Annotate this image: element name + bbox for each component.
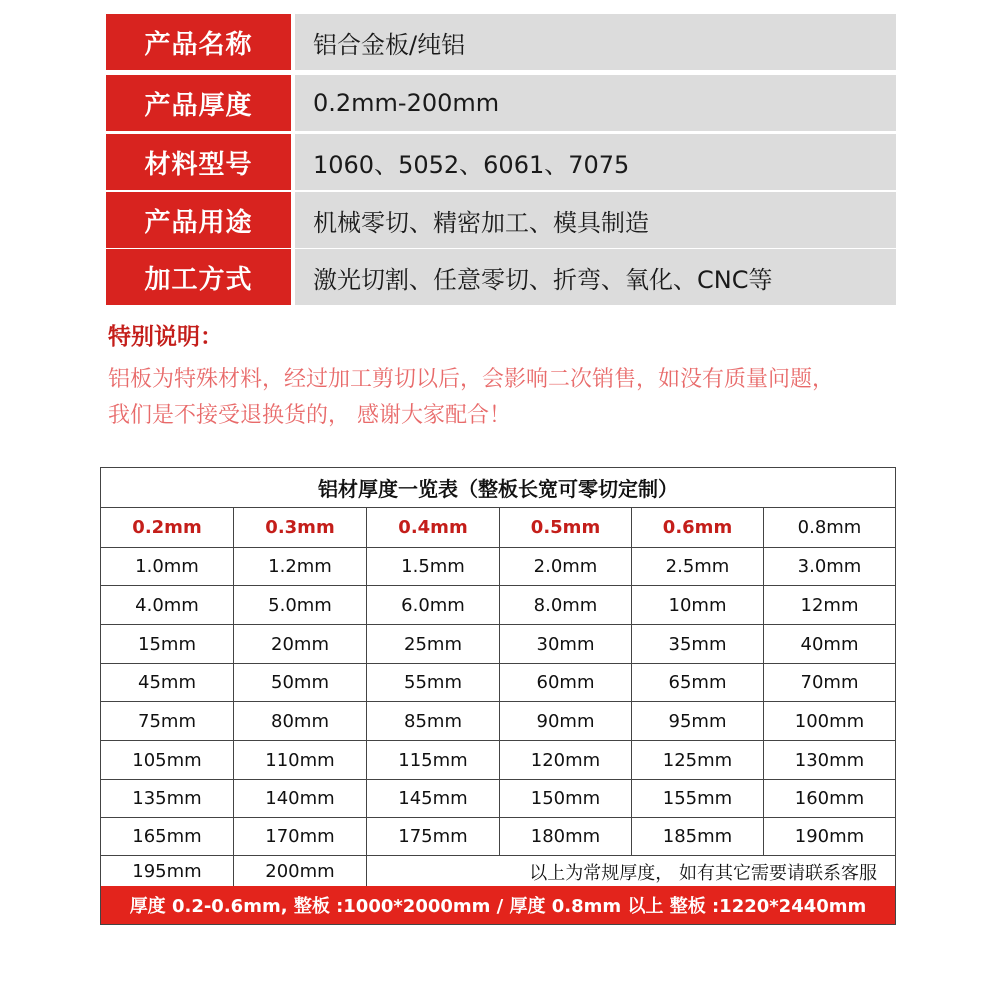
table-cell: 180mm (500, 818, 632, 855)
table-cell: 5.0mm (234, 586, 367, 624)
table-cell: 12mm (800, 594, 859, 616)
table-cell: 8.0mm (500, 586, 632, 624)
spec-row-material (106, 134, 896, 190)
table-cell: 75mm (101, 702, 234, 740)
table-cell: 1.2mm (234, 548, 367, 585)
table-cell: 150mm (500, 780, 632, 817)
table-cell: 10mm (632, 586, 764, 624)
spec-value: 0.2mm-200mm (295, 75, 896, 131)
spec-label: 材料型号 (106, 134, 291, 190)
table-cell: 0.5mm (500, 508, 632, 547)
table-cell: 4.0mm (101, 586, 234, 624)
table-cell: 35mm (632, 625, 764, 663)
table-cell: 0.6mm (632, 508, 764, 547)
table-cell: 40mm (800, 633, 859, 655)
table-cell: 0.2mm (101, 508, 234, 547)
spec-row-name (106, 14, 896, 70)
table-row (101, 818, 895, 856)
table-cell: 90mm (500, 702, 632, 740)
table-cell: 0.3mm (234, 508, 367, 547)
table-cell: 155mm (632, 780, 764, 817)
table-row (101, 664, 895, 702)
table-cell: 65mm (632, 664, 764, 701)
spec-row-usage (106, 192, 896, 248)
table-cell: 3.0mm (797, 556, 862, 577)
table-cell: 6.0mm (367, 586, 500, 624)
table-cell: 70mm (800, 672, 859, 693)
table-row (101, 625, 895, 664)
table-cell: 175mm (367, 818, 500, 855)
table-cell: 2.0mm (500, 548, 632, 585)
table-footer: 厚度 0.2-0.6mm, 整板 :1000*2000mm / 厚度 0.8mm 以上 整板 :1220*2440mm (101, 886, 895, 924)
spec-label: 产品名称 (106, 14, 291, 70)
spec-row-thickness (106, 75, 896, 131)
table-cell: 0.8mm (797, 517, 862, 538)
table-cell: 1.0mm (101, 548, 234, 585)
table-cell: 80mm (234, 702, 367, 740)
table-row-last (101, 856, 895, 888)
spec-label: 加工方式 (106, 249, 291, 305)
table-row (101, 548, 895, 586)
table-cell: 140mm (234, 780, 367, 817)
table-cell: 85mm (367, 702, 500, 740)
table-title: 铝材厚度一览表（整板长宽可零切定制） (101, 468, 895, 508)
table-cell: 50mm (234, 664, 367, 701)
table-cell: 120mm (500, 741, 632, 779)
spec-label: 产品用途 (106, 192, 291, 248)
table-cell: 95mm (632, 702, 764, 740)
table-cell: 145mm (367, 780, 500, 817)
table-cell: 105mm (101, 741, 234, 779)
spec-value: 1060、5052、6061、7075 (295, 134, 896, 190)
table-cell: 195mm (101, 856, 234, 887)
table-cell: 165mm (101, 818, 234, 855)
spec-value: 铝合金板/纯铝 (295, 14, 896, 70)
spec-row-processing (106, 249, 896, 305)
table-cell: 60mm (500, 664, 632, 701)
table-cell: 0.4mm (367, 508, 500, 547)
table-cell: 55mm (367, 664, 500, 701)
table-cell: 125mm (632, 741, 764, 779)
table-cell: 25mm (367, 625, 500, 663)
table-cell: 100mm (794, 710, 865, 732)
note-line-2: 我们是不接受退换货的， 感谢大家配合！ (108, 403, 511, 428)
table-row (101, 741, 895, 780)
note-title: 特别说明： (108, 324, 223, 350)
table-row (101, 586, 895, 625)
table-row (101, 508, 895, 548)
table-cell: 15mm (101, 625, 234, 663)
table-cell: 115mm (367, 741, 500, 779)
table-cell: 2.5mm (632, 548, 764, 585)
table-cell: 110mm (234, 741, 367, 779)
table-cell: 190mm (794, 826, 865, 847)
table-cell: 185mm (632, 818, 764, 855)
table-cell: 170mm (234, 818, 367, 855)
note-line-1: 铝板为特殊材料，经过加工剪切以后，会影响二次销售，如没有质量问题， (108, 367, 835, 392)
table-cell: 30mm (500, 625, 632, 663)
table-row (101, 780, 895, 818)
table-row (101, 702, 895, 741)
table-note: 以上为常规厚度， 如有其它需要请联系客服 (529, 862, 877, 884)
table-cell: 20mm (234, 625, 367, 663)
spec-value: 激光切割、任意零切、折弯、氧化、CNC等 (295, 249, 896, 305)
spec-value: 机械零切、精密加工、模具制造 (295, 192, 896, 248)
table-cell: 45mm (101, 664, 234, 701)
table-cell: 160mm (794, 788, 865, 809)
table-cell: 130mm (794, 749, 865, 771)
table-cell: 1.5mm (367, 548, 500, 585)
table-cell: 200mm (234, 856, 367, 887)
thickness-table (100, 467, 896, 925)
spec-label: 产品厚度 (106, 75, 291, 131)
table-cell: 135mm (101, 780, 234, 817)
